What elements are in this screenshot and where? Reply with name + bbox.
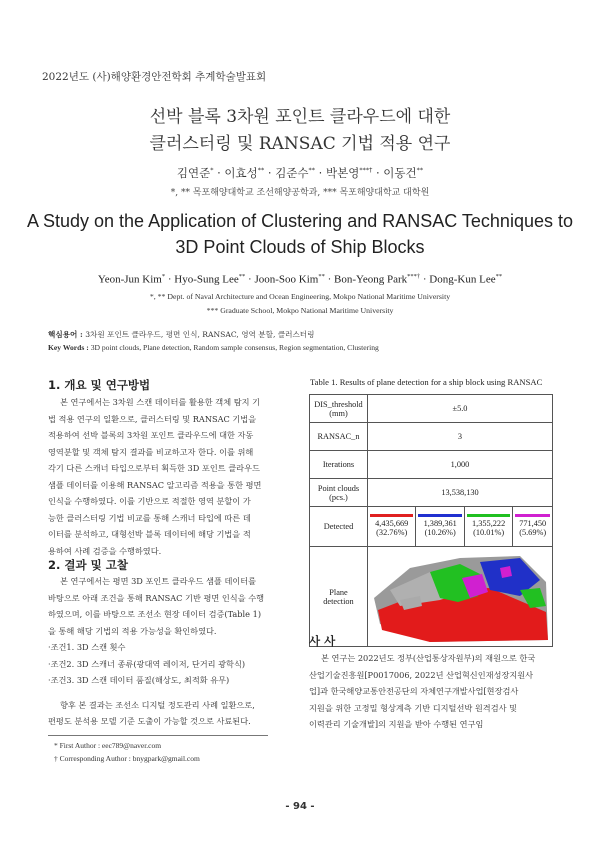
title-english-line1: A Study on the Application of Clustering and RANSAC Techniques to [26, 211, 573, 231]
row-label: Iterations [310, 451, 368, 479]
author-name: Yeon-Jun Kim [97, 273, 162, 286]
table-row [310, 451, 553, 479]
author-mark: ** [238, 273, 246, 280]
detected-percent: (5.69%) [519, 527, 547, 537]
section-body-results [48, 573, 288, 730]
affiliation-english-line2: *** Graduate School, Mokpo National Maritime University [206, 306, 394, 315]
keywords-text: 3차원 포인트 클라우드, 평면 인식, RANSAC, 영역 분할, 클러스터링 [85, 330, 315, 339]
keywords-english [48, 343, 379, 352]
footnote-divider [48, 735, 268, 736]
affiliation-english-line1: *, ** Dept. of Naval Architecture and Ocean Engineering, Mokpo National Maritime University [149, 292, 451, 301]
paragraph-line: 본 연구에서는 평면 3D 포인트 클라우드 샘플 데이터를 [60, 576, 257, 586]
footnote-first-author: * First Author : eec789@naver.com [54, 741, 162, 750]
detected-cell [513, 507, 553, 547]
title-korean-line2: 클러스터링 및 RANSAC 기법 적용 연구 [149, 134, 451, 154]
row-label: DIS_threshold (mm) [310, 395, 368, 423]
acknowledgment-body [309, 650, 553, 733]
detected-cell [368, 507, 416, 547]
author-name: 이효성 [224, 166, 258, 180]
author-name: Bon-Yeong Park [333, 273, 408, 286]
paragraph-line: 용하여 사례 검증을 수행하였다. [48, 545, 162, 556]
table-row [310, 423, 553, 451]
paragraph-line: 능한 클러스터링 기법 비교를 통해 스캐너 타입에 따른 데 [48, 512, 251, 523]
author-mark: * [161, 273, 166, 280]
detected-count: 4,435,669 [375, 518, 409, 528]
paragraph-line: 지원을 위한 고정밀 형상계측 기반 디지털선박 원격검사 및 [309, 702, 518, 713]
author-mark: ** [416, 166, 424, 175]
plane-color-swatch [467, 514, 510, 517]
author-mark: ** [308, 166, 316, 175]
plane-color-swatch [370, 514, 413, 517]
paragraph-line: 인식을 수행하였다. 이를 기반으로 적절한 영역 분할이 가 [48, 496, 251, 506]
table-row [310, 395, 553, 423]
keywords-text: 3D point clouds, Plane detection, Random sample consensus, Region segmentation, Clustering [90, 343, 379, 352]
plane-color-swatch [418, 514, 461, 517]
row-value: 1,000 [368, 451, 553, 479]
detected-percent: (10.26%) [424, 527, 456, 537]
paragraph-line: 적용하여 선박 블록의 3차원 포인트 클라우드에 대한 자동 [48, 430, 254, 440]
paragraph-line: 이력관리 기술개발]의 지원을 받아 수행된 연구임 [309, 719, 484, 729]
row-value: ±5.0 [368, 395, 553, 423]
detected-percent: (32.76%) [376, 527, 408, 537]
plane-detection-image-cell [368, 547, 553, 647]
paragraph-line: 하였으며, 이를 바탕으로 조선소 현장 데이터 검증(Table 1) [48, 609, 262, 619]
author-mark: * [210, 166, 214, 175]
row-value: 3 [368, 423, 553, 451]
author-mark: ** [495, 273, 503, 280]
author-name: Dong-Kun Lee [429, 273, 496, 286]
condition-item: ·조건2. 3D 스캐너 종류(광대역 레이저, 단거리 광학식) [48, 658, 246, 669]
plane-color-swatch [515, 514, 550, 517]
row-label: Point clouds (pcs.) [310, 479, 368, 507]
paragraph-line: 향후 본 결과는 조선소 디지털 정도관리 사례 일환으로, [60, 699, 255, 710]
author-mark: ** [318, 273, 325, 280]
paragraph-line: 바탕으로 아래 조건을 통해 RANSAC 기반 평면 인식을 수행 [48, 592, 265, 603]
table-caption: Table 1. Results of plane detection for a ship block using RANSAC [310, 377, 543, 387]
table-row-detected [310, 507, 553, 547]
title-korean-line1: 선박 블록 3차원 포인트 클라우드에 대한 [149, 107, 451, 127]
author-mark: ***† [407, 273, 421, 280]
author-mark: ** [257, 166, 265, 175]
author-name: 김준수 [275, 166, 309, 180]
footnote-corresponding-author: † Corresponding Author : bnygpark@gmail.com [54, 754, 200, 763]
detected-count: 1,389,361 [423, 518, 457, 528]
row-label: RANSAC_n [310, 423, 368, 451]
keywords-label: 핵심용어 : [48, 330, 83, 339]
detected-count: 771,450 [519, 518, 547, 528]
author-name: 박본영 [326, 166, 360, 180]
authors-korean: 김연준* · 이효성** · 김준수** · 박본영***† · 이동건** [176, 166, 424, 180]
section-body-overview [48, 394, 288, 559]
title-english-line2: 3D Point Clouds of Ship Blocks [175, 237, 425, 257]
paragraph-line: 각기 다른 스캐너 타입으로부터 획득한 3D 포인트 클라우드 [48, 463, 260, 473]
section-heading-overview: 1. 개요 및 연구방법 [48, 378, 151, 392]
detected-percent: (10.01%) [473, 527, 505, 537]
table-row-plane-detection [310, 547, 553, 647]
paragraph-line: 편평도 분석용 모델 기준 도출이 가능할 것으로 사료된다. [48, 716, 251, 726]
section-heading-results: 2. 결과 및 고찰 [48, 558, 128, 572]
paragraph-line: 본 연구에서는 3차원 스캔 데이터를 활용한 객체 탐지 기 [60, 397, 261, 407]
condition-item: ·조건3. 3D 스캔 데이터 품질(해상도, 최적화 유무) [48, 675, 230, 685]
paragraph-line: 을 통해 해당 기법의 적용 가능성을 확인하였다. [48, 625, 217, 636]
paragraph-line: 영역분할 및 객체 탐지 결과를 비교하고자 한다. 이를 위해 [48, 446, 254, 457]
paragraph-line: 업]과 한국해양교통안전공단의 자체연구개발사업[현장검사 [309, 686, 519, 696]
author-name: 이동건 [383, 166, 417, 180]
author-name: Hyo-Sung Lee [174, 273, 239, 286]
conference-header: 2022년도 (사)해양환경안전학회 추계학술발표회 [42, 71, 267, 83]
paragraph-line: 법 적용 연구의 일환으로, 클러스터링 및 RANSAC 기법을 [48, 413, 257, 424]
author-mark: ***† [359, 166, 373, 175]
keywords-label: Key Words : [48, 343, 89, 352]
author-name: 김연준 [176, 166, 211, 180]
table-row [310, 479, 553, 507]
page-number: - 94 - [285, 801, 315, 812]
row-label: Detected [310, 507, 368, 547]
row-value: 13,538,130 [368, 479, 553, 507]
paragraph-line: 본 연구는 2022년도 정부(산업통상자원부)의 재원으로 한국 [321, 653, 536, 663]
authors-english: Yeon-Jun Kim* · Hyo-Sung Lee** · Joon-Soo Kim** · Bon-Yeong Park***† · Dong-Kun Lee** [97, 273, 503, 286]
paragraph-line: 산업기술진흥원[P0017006, 2022년 산업혁신인재성장지원사 [309, 669, 534, 680]
row-label: Plane detection [310, 547, 368, 647]
section-heading-acknowledgment: 사 사 [309, 634, 336, 648]
paragraph-line: 이터를 분석하고, 대형선박 블록 데이터에 해당 기법을 적 [48, 529, 251, 539]
condition-item: ·조건1. 3D 스캔 횟수 [48, 642, 126, 652]
results-table [309, 394, 553, 647]
detected-cell [464, 507, 512, 547]
affiliation-korean: *, ** 목포해양대학교 조선해양공학과, *** 목포해양대학교 대학원 [170, 188, 430, 198]
detected-count: 1,355,222 [472, 518, 506, 528]
plane-detection-point-cloud-image [370, 550, 550, 644]
paragraph-line: 샘플 데이터를 이용해 RANSAC 알고리즘 적용을 통한 평면 [48, 479, 262, 490]
keywords-korean [48, 329, 314, 340]
author-name: Joon-Soo Kim [254, 273, 319, 286]
detected-cell [416, 507, 464, 547]
